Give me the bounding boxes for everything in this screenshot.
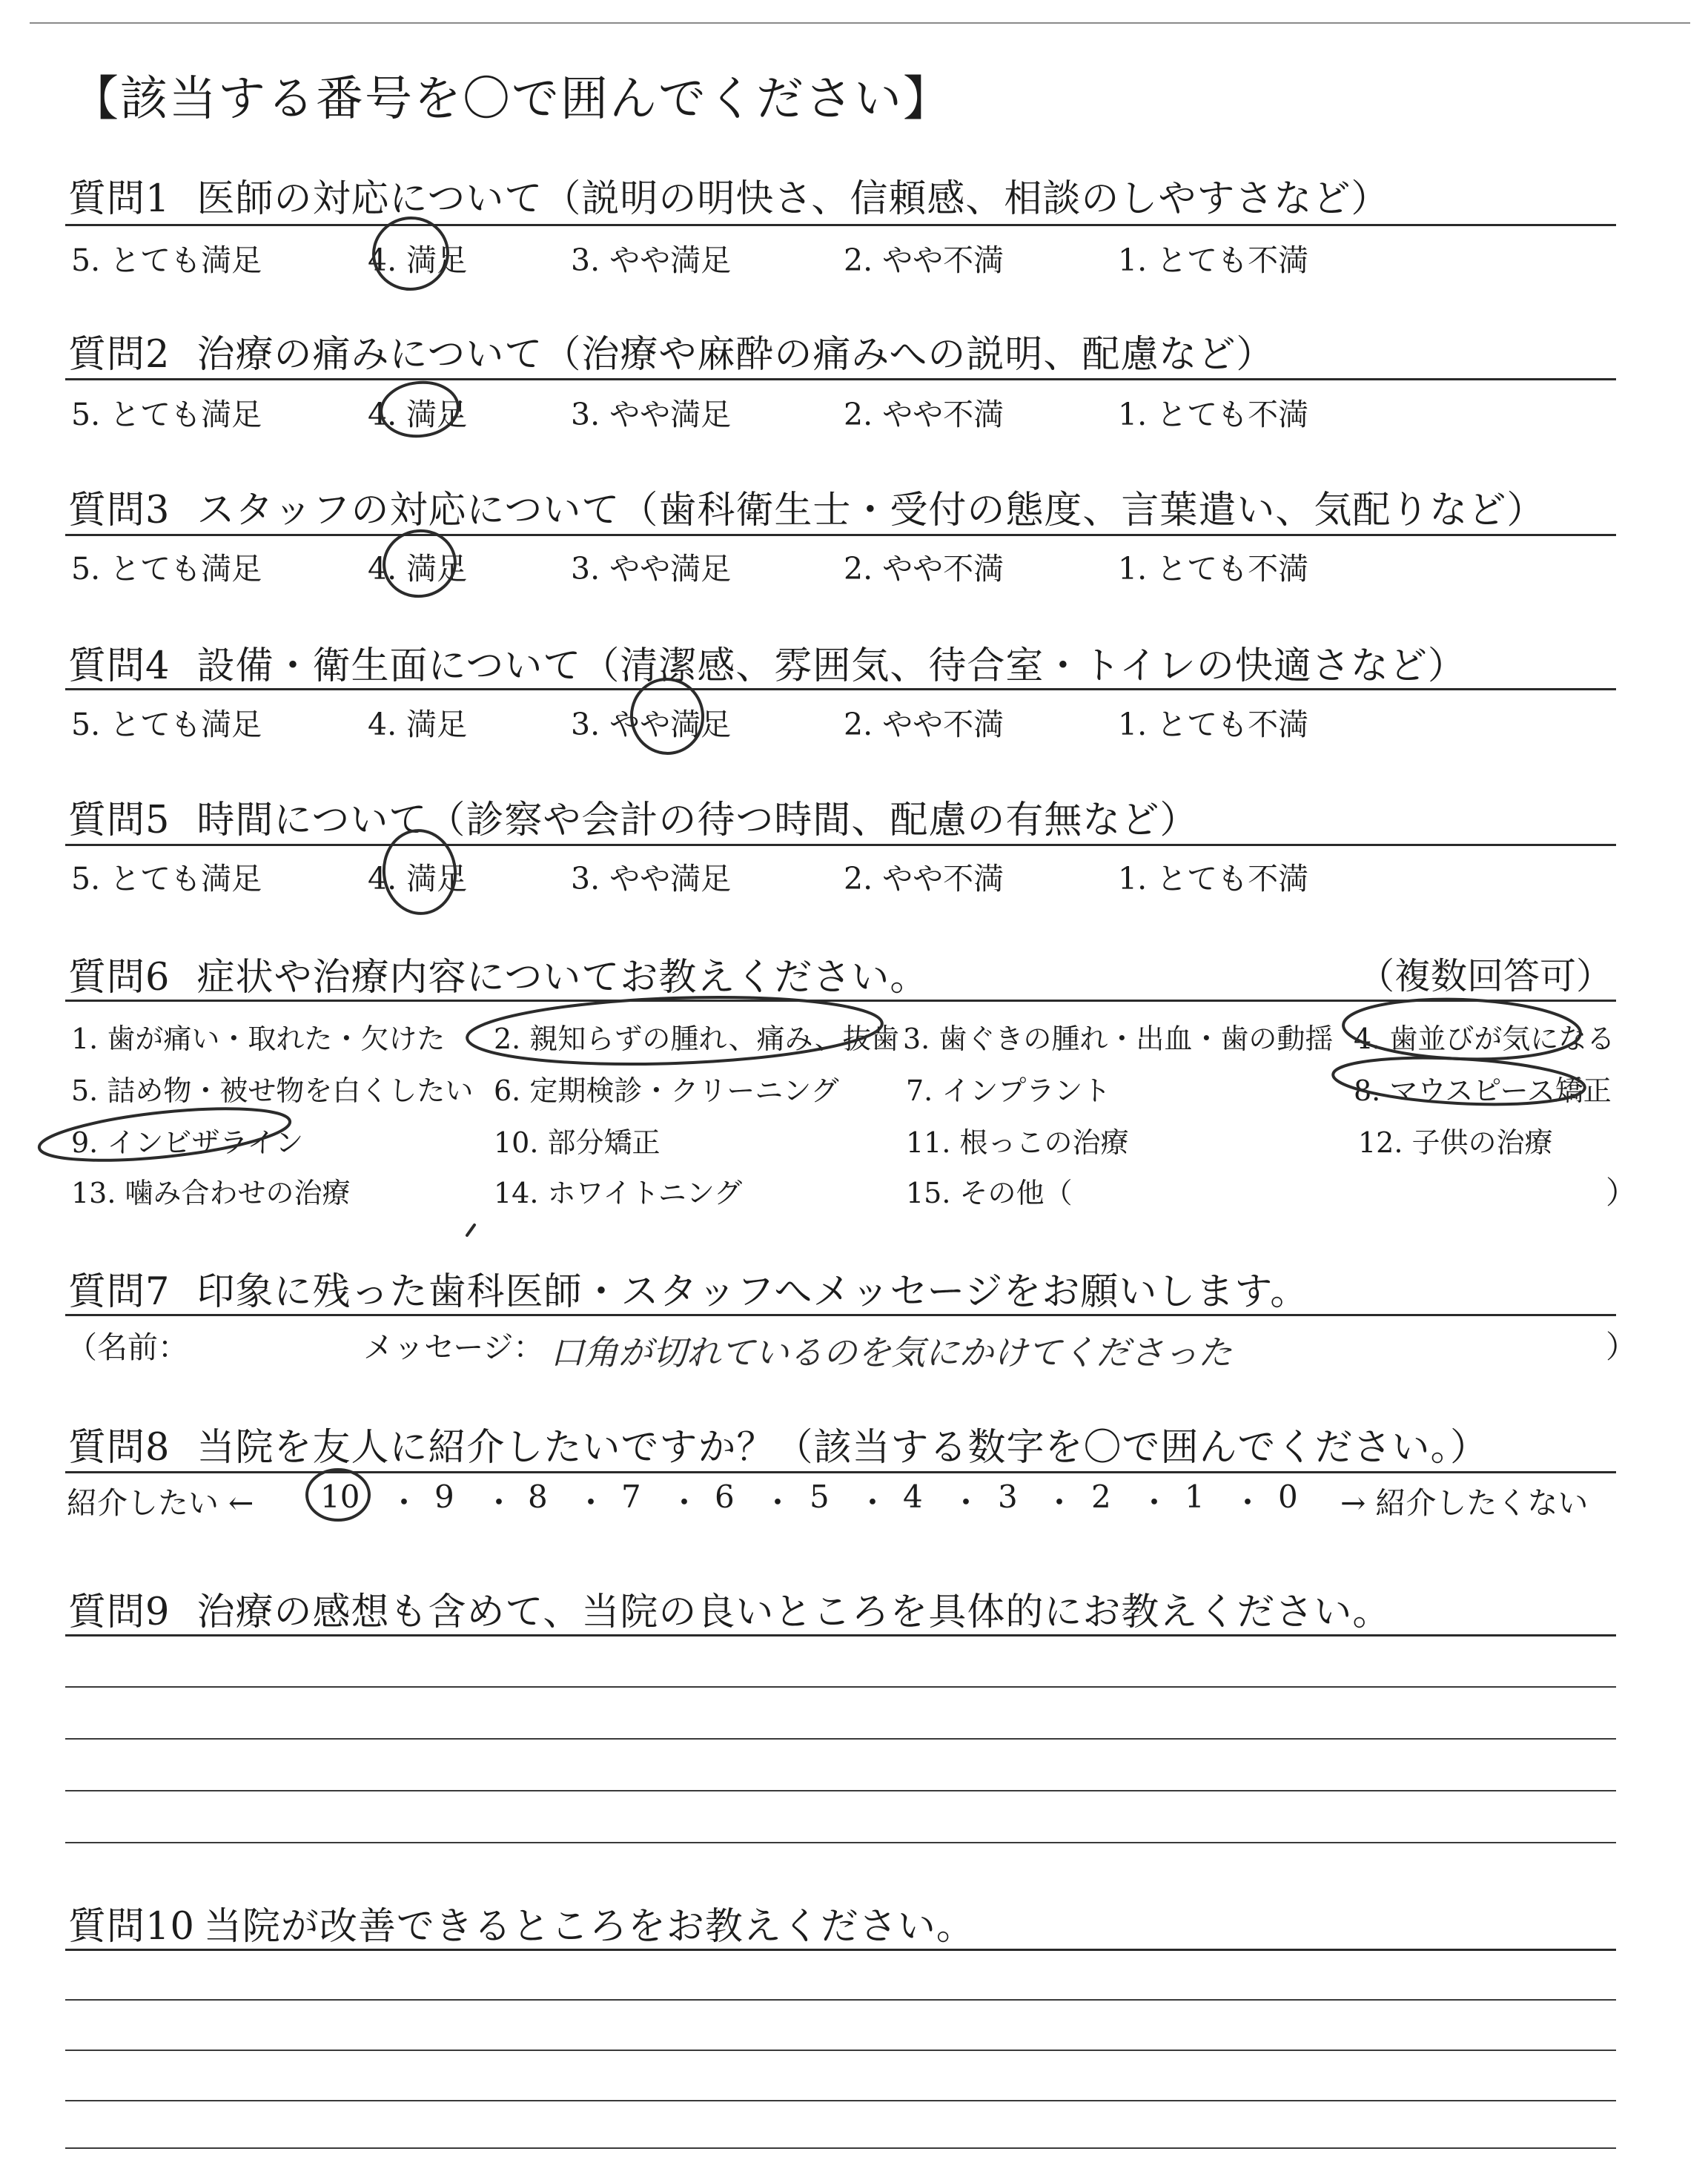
stray-pen-mark xyxy=(467,1225,474,1235)
scale-0[interactable]: 0 xyxy=(1278,1479,1298,1515)
option-5[interactable]: 5. とても満足 xyxy=(71,551,262,587)
question-6-title xyxy=(68,946,928,1001)
answer-line[interactable] xyxy=(65,2147,1616,2149)
option-3[interactable]: 3. やや満足 xyxy=(571,242,732,278)
choice-15[interactable]: 15. その他（ xyxy=(906,1177,1073,1209)
question-text: 医師の対応について（説明の明快さ、信頼感、相談のしやすさなど） xyxy=(196,177,1390,221)
divider xyxy=(65,534,1616,536)
option-2[interactable]: 2. やや不満 xyxy=(844,397,1004,432)
choice-6[interactable]: 6. 定期検診・クリーニング xyxy=(494,1074,839,1107)
question-8-title xyxy=(68,1416,1489,1471)
scale-dot: ・ xyxy=(1044,1484,1076,1521)
answer-line[interactable] xyxy=(65,1738,1616,1740)
question-text: 症状や治療内容についてお教えください。 xyxy=(196,956,929,1000)
question-number: 質問6 xyxy=(68,956,171,1000)
choice-13[interactable]: 13. 噛み合わせの治療 xyxy=(71,1177,351,1209)
question-number: 質問8 xyxy=(68,1426,171,1470)
choice-8[interactable]: 8. マウスピース矯正 xyxy=(1354,1074,1612,1107)
scale-dot: ・ xyxy=(388,1484,420,1521)
option-2[interactable]: 2. やや不満 xyxy=(844,707,1004,742)
divider xyxy=(65,378,1616,380)
choice-10[interactable]: 10. 部分矯正 xyxy=(494,1126,661,1159)
divider xyxy=(65,1000,1616,1002)
question-5-title xyxy=(68,789,1198,844)
option-1[interactable]: 1. とても不満 xyxy=(1118,397,1309,432)
option-4[interactable]: 4. 満足 xyxy=(368,861,468,896)
choice-4[interactable]: 4. 歯並びが気になる xyxy=(1354,1023,1615,1055)
option-1[interactable]: 1. とても不満 xyxy=(1118,242,1309,278)
option-1[interactable]: 1. とても不満 xyxy=(1118,707,1309,742)
question-2-title xyxy=(68,323,1274,378)
question-text: スタッフの対応について（歯科衛生士・受付の態度、言葉遣い、気配りなど） xyxy=(196,489,1546,532)
option-4[interactable]: 4. 満足 xyxy=(368,551,468,587)
option-5[interactable]: 5. とても満足 xyxy=(71,397,262,432)
divider xyxy=(65,844,1616,846)
multiple-answer-note: （複数回答可） xyxy=(1358,955,1613,997)
option-5[interactable]: 5. とても満足 xyxy=(71,242,262,278)
choice-12[interactable]: 12. 子供の治療 xyxy=(1358,1126,1553,1159)
question-3-title xyxy=(68,479,1545,534)
choice-14[interactable]: 14. ホワイトニング xyxy=(494,1177,743,1209)
scale-dot: ・ xyxy=(1232,1484,1264,1521)
divider xyxy=(65,688,1616,690)
scale-dot: ・ xyxy=(762,1484,794,1521)
choice-1[interactable]: 1. 歯が痛い・取れた・欠けた xyxy=(71,1023,446,1055)
scale-dot: ・ xyxy=(575,1484,607,1521)
message-label: メッセージ： xyxy=(363,1330,544,1365)
answer-line[interactable] xyxy=(65,2100,1616,2101)
scale-5[interactable]: 5 xyxy=(810,1479,830,1515)
top-border xyxy=(30,22,1690,24)
question-number: 質問9 xyxy=(68,1591,171,1634)
other-close-paren: ） xyxy=(1606,1175,1638,1211)
answer-line[interactable] xyxy=(65,1999,1616,2001)
option-3[interactable]: 3. やや満足 xyxy=(571,397,732,432)
question-1-title xyxy=(68,168,1389,222)
option-2[interactable]: 2. やや不満 xyxy=(844,551,1004,587)
question-text: 時間について（診察や会計の待つ時間、配慮の有無など） xyxy=(196,799,1199,842)
scale-6[interactable]: 6 xyxy=(715,1479,735,1515)
answer-line[interactable] xyxy=(65,1790,1616,1791)
answer-line[interactable] xyxy=(65,2050,1616,2051)
question-number: 質問4 xyxy=(68,644,171,688)
divider xyxy=(65,1949,1616,1951)
question-text: 設備・衛生面について（清潔感、雰囲気、待合室・トイレの快適さなど） xyxy=(196,644,1466,688)
question-number: 質問7 xyxy=(68,1270,171,1314)
question-text: 当院が改善できるところをお教えください。 xyxy=(203,1905,975,1949)
question-text: 印象に残った歯科医師・スタッフへメッセージをお願いします。 xyxy=(196,1270,1309,1314)
option-4[interactable]: 4. 満足 xyxy=(368,397,468,432)
question-9-title xyxy=(68,1581,1391,1636)
option-1[interactable]: 1. とても不満 xyxy=(1118,551,1309,587)
question-number: 質問5 xyxy=(68,799,171,842)
scale-dot: ・ xyxy=(669,1484,701,1521)
option-5[interactable]: 5. とても満足 xyxy=(71,707,262,742)
scale-7[interactable]: 7 xyxy=(621,1479,641,1515)
answer-line[interactable] xyxy=(65,1842,1616,1843)
option-1[interactable]: 1. とても不満 xyxy=(1118,861,1309,896)
choice-7[interactable]: 7. インプラント xyxy=(906,1074,1111,1107)
question-10-title xyxy=(68,1895,975,1950)
question-7-title xyxy=(68,1261,1308,1315)
option-2[interactable]: 2. やや不満 xyxy=(844,861,1004,896)
divider xyxy=(65,1634,1616,1636)
divider xyxy=(65,224,1616,226)
scale-dot: ・ xyxy=(483,1484,515,1521)
choice-3[interactable]: 3. 歯ぐきの腫れ・出血・歯の動揺 xyxy=(903,1023,1334,1055)
answer-line[interactable] xyxy=(65,1686,1616,1688)
scale-10[interactable]: 10 xyxy=(320,1479,360,1515)
question-number: 質問2 xyxy=(68,333,171,377)
choice-9[interactable]: 9. インビザライン xyxy=(71,1126,304,1159)
choice-11[interactable]: 11. 根っこの治療 xyxy=(906,1126,1129,1159)
question-text: 当院を友人に紹介したいですか？（該当する数字を〇で囲んでください。） xyxy=(196,1426,1489,1470)
scale-8[interactable]: 8 xyxy=(528,1479,548,1515)
scale-1[interactable]: 1 xyxy=(1185,1479,1205,1515)
scale-9[interactable]: 9 xyxy=(434,1479,454,1515)
question-text: 治療の痛みについて（治療や麻酔の痛みへの説明、配慮など） xyxy=(196,333,1275,377)
scale-2[interactable]: 2 xyxy=(1091,1479,1111,1515)
question-number: 質問10 xyxy=(68,1905,195,1949)
scale-dot: ・ xyxy=(1139,1484,1171,1521)
option-3[interactable]: 3. やや満足 xyxy=(571,707,732,742)
divider xyxy=(65,1314,1616,1316)
scale-dot: ・ xyxy=(950,1484,982,1521)
question-text: 治療の感想も含めて、当院の良いところを具体的にお教えください。 xyxy=(196,1591,1391,1634)
option-2[interactable]: 2. やや不満 xyxy=(844,242,1004,278)
option-4[interactable]: 4. 満足 xyxy=(368,707,468,742)
question-number: 質問3 xyxy=(68,489,171,532)
scale-3[interactable]: 3 xyxy=(998,1479,1018,1515)
recommend-left-label: 紹介したい ← xyxy=(67,1485,254,1521)
name-label: （名前： xyxy=(67,1330,188,1365)
scale-dot: ・ xyxy=(857,1484,889,1521)
option-3[interactable]: 3. やや満足 xyxy=(571,551,732,587)
choice-2[interactable]: 2. 親知らずの腫れ、痛み、抜歯 xyxy=(494,1023,899,1055)
option-4[interactable]: 4. 満足 xyxy=(368,242,468,278)
option-3[interactable]: 3. やや満足 xyxy=(571,861,732,896)
handwritten-message: 口角が切れているのを気にかけてくださった xyxy=(550,1332,1232,1373)
page-heading: 【該当する番号を〇で囲んでください】 xyxy=(71,72,952,127)
question-number: 質問1 xyxy=(68,177,171,221)
message-close-paren: ） xyxy=(1606,1329,1638,1365)
recommend-right-label: → 紹介したくない xyxy=(1340,1485,1589,1521)
question-4-title xyxy=(68,635,1466,690)
option-5[interactable]: 5. とても満足 xyxy=(71,861,262,896)
divider xyxy=(65,1471,1616,1473)
choice-5[interactable]: 5. 詰め物・被せ物を白くしたい xyxy=(71,1074,474,1107)
scale-4[interactable]: 4 xyxy=(903,1479,923,1515)
